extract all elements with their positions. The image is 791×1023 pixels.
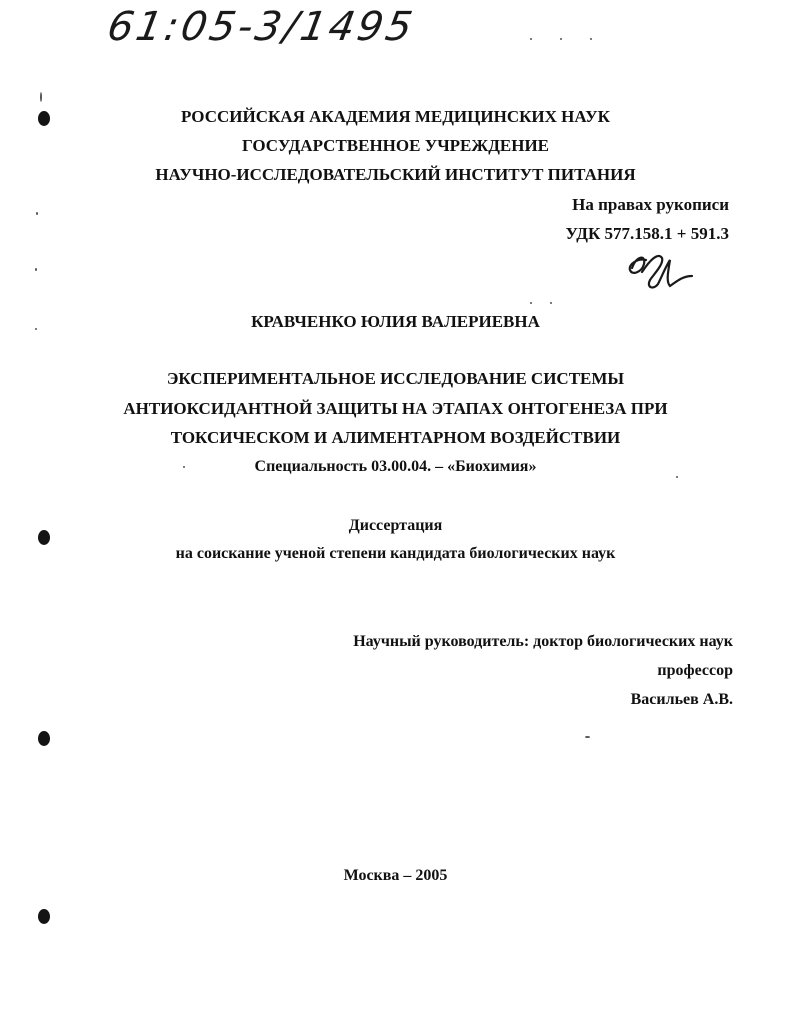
signature-mark <box>624 246 696 296</box>
header-institute: НАУЧНО-ИССЛЕДОВАТЕЛЬСКИЙ ИНСТИТУТ ПИТАНИЯ <box>155 165 636 184</box>
supervisor-line-2: профессор <box>657 662 733 679</box>
scan-speck <box>550 302 552 304</box>
header-academy: РОССИЙСКАЯ АКАДЕМИЯ МЕДИЦИНСКИХ НАУК <box>181 107 610 126</box>
archive-number-handwritten: 61:05-3/1495 <box>103 4 419 50</box>
dissertation-degree: на соискание ученой степени кандидата биологических наук <box>175 545 616 562</box>
supervisor-line-1: Научный руководитель: доктор биологических наук <box>353 633 733 650</box>
supervisor-line-3: Васильев А.В. <box>630 691 733 708</box>
specialty: Специальность 03.00.04. – «Биохимия» <box>254 458 537 475</box>
punch-hole <box>38 731 50 746</box>
scan-speck <box>530 302 532 304</box>
dissertation-label: Диссертация <box>348 517 443 534</box>
title-line-1: ЭКСПЕРИМЕНТАЛЬНОЕ ИССЛЕДОВАНИЕ СИСТЕМЫ <box>166 369 625 388</box>
scan-speck <box>35 268 37 271</box>
title-line-3: ТОКСИЧЕСКОМ И АЛИМЕНТАРНОМ ВОЗДЕЙСТВИИ <box>170 428 621 447</box>
punch-hole <box>38 909 50 924</box>
scan-speck <box>36 212 38 215</box>
title-line-2: АНТИОКСИДАНТНОЙ ЗАЩИТЫ НА ЭТАПАХ ОНТОГЕНЕЗА ПРИ <box>123 399 668 418</box>
header-institution-type: ГОСУДАРСТВЕННОЕ УЧРЕЖДЕНИЕ <box>241 136 550 155</box>
manuscript-rights: На правах рукописи <box>572 195 729 214</box>
scan-speck <box>590 38 592 40</box>
place-and-year: Москва – 2005 <box>343 867 448 884</box>
udk-code: УДК 577.158.1 + 591.3 <box>565 224 729 243</box>
scan-speck <box>530 38 532 40</box>
scan-speck <box>40 92 42 102</box>
scan-speck <box>560 38 562 40</box>
scan-speck <box>585 736 590 738</box>
author-name: КРАВЧЕНКО ЮЛИЯ ВАЛЕРИЕВНА <box>251 312 540 331</box>
